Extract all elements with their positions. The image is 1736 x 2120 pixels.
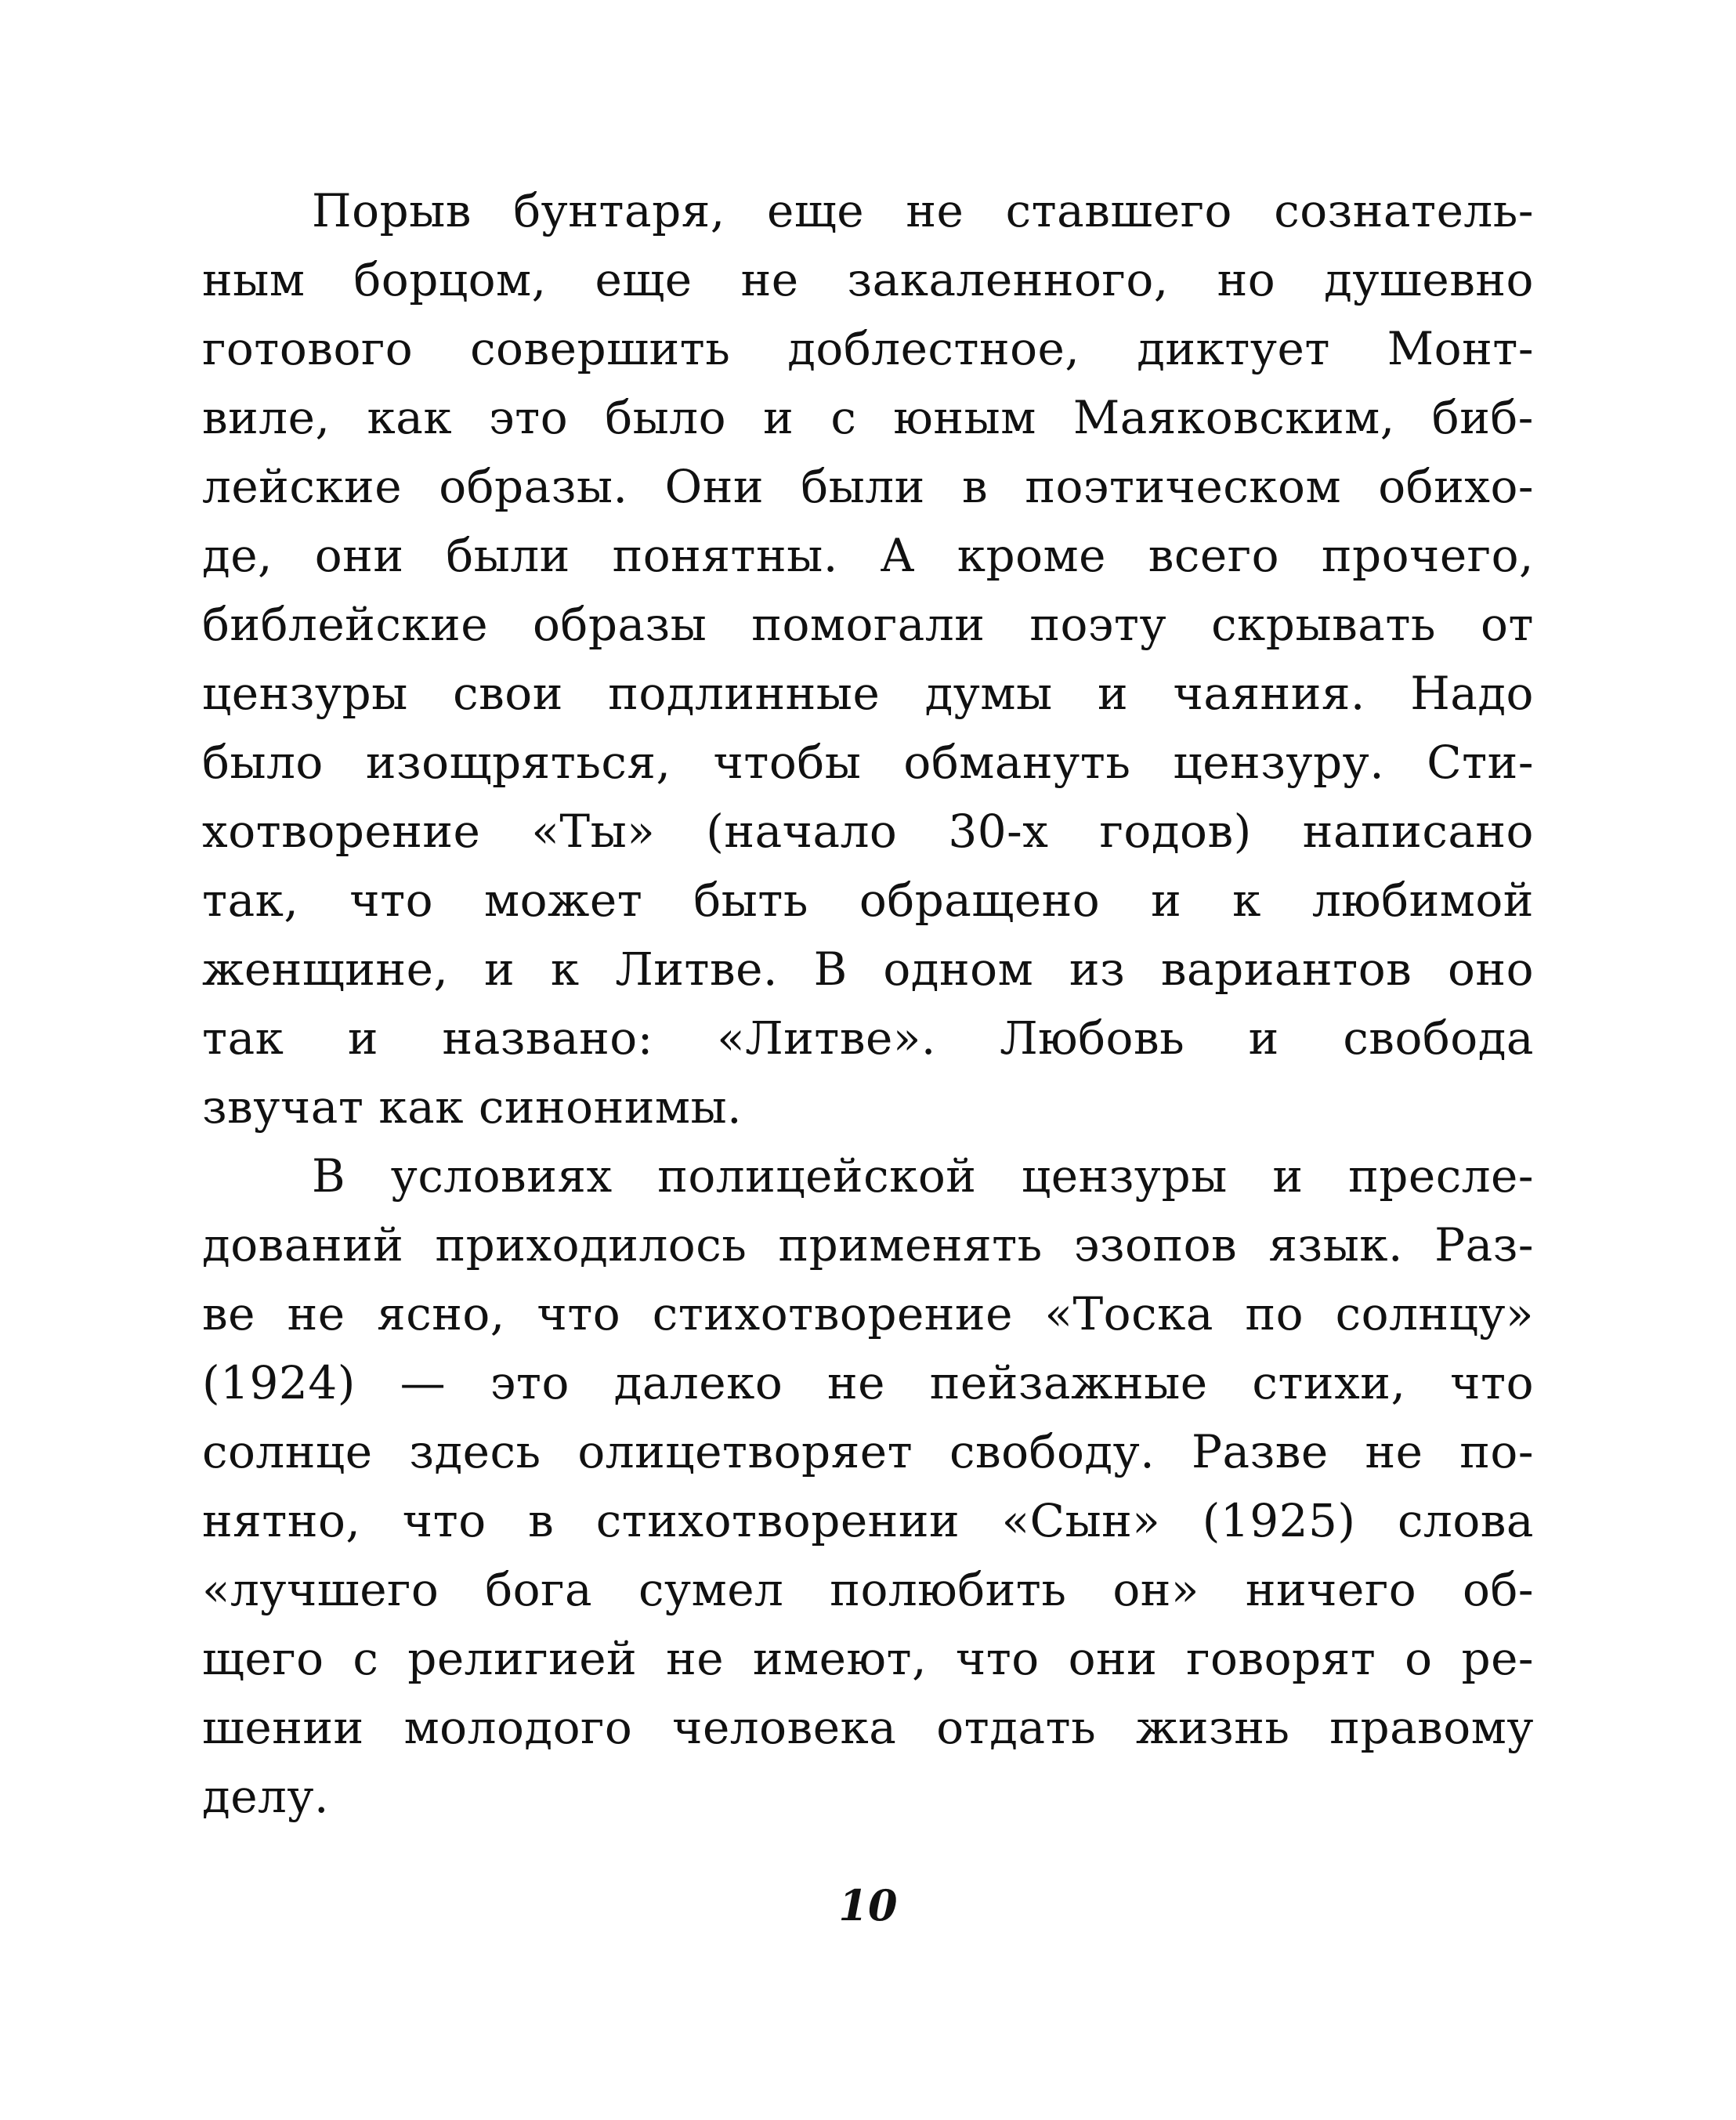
text-line: библейские образы помогали поэту скрывать от xyxy=(202,598,1534,651)
text-line: де, они были понятны. А кроме всего прочего, xyxy=(202,529,1534,582)
paragraph-1 xyxy=(202,176,1534,1141)
text-line: звучат как синонимы. xyxy=(202,1080,743,1134)
text-line: солнце здесь олицетворяет свободу. Разве не по- xyxy=(202,1425,1534,1478)
text-line: щего с религией не имеют, что они говорят о ре- xyxy=(202,1632,1534,1685)
text-line: ным борцом, еще не закаленного, но душевно xyxy=(202,253,1534,306)
text-line: виле, как это было и с юным Маяковским, биб- xyxy=(202,391,1534,444)
text-line: Порыв бунтаря, еще не ставшего сознатель- xyxy=(312,184,1534,237)
text-line: хотворение «Ты» (начало 30-х годов) написано xyxy=(202,805,1534,858)
text-line: лейские образы. Они были в поэтическом обихо- xyxy=(202,460,1534,513)
text-line: «лучшего бога сумел полюбить он» ничего об- xyxy=(202,1563,1534,1616)
text-line: цензуры свои подлинные думы и чаяния. Надо xyxy=(202,667,1534,720)
text-line: было изощряться, чтобы обмануть цензуру. Сти- xyxy=(202,736,1534,789)
text-line: делу. xyxy=(202,1770,329,1823)
text-line: так, что может быть обращено и к любимой xyxy=(202,874,1534,927)
text-line: так и названо: «Литве». Любовь и свобода xyxy=(202,1011,1534,1065)
text-line: дований приходилось применять эзопов язык. Раз- xyxy=(202,1218,1534,1272)
paragraph-2 xyxy=(202,1141,1534,1831)
page-number: 10 xyxy=(838,1880,898,1930)
body-text xyxy=(202,176,1534,1831)
text-line: (1924) — это далеко не пейзажные стихи, что xyxy=(202,1356,1534,1409)
text-line: женщине, и к Литве. В одном из вариантов оно xyxy=(202,942,1534,996)
text-line: готового совершить доблестное, диктует Монт- xyxy=(202,322,1534,375)
text-line: ве не ясно, что стихотворение «Тоска по солнцу» xyxy=(202,1287,1534,1340)
text-line: шении молодого человека отдать жизнь правому xyxy=(202,1701,1534,1754)
text-line: В условиях полицейской цензуры и пресле- xyxy=(312,1149,1534,1203)
text-line: нятно, что в стихотворении «Сын» (1925) слова xyxy=(202,1494,1534,1547)
